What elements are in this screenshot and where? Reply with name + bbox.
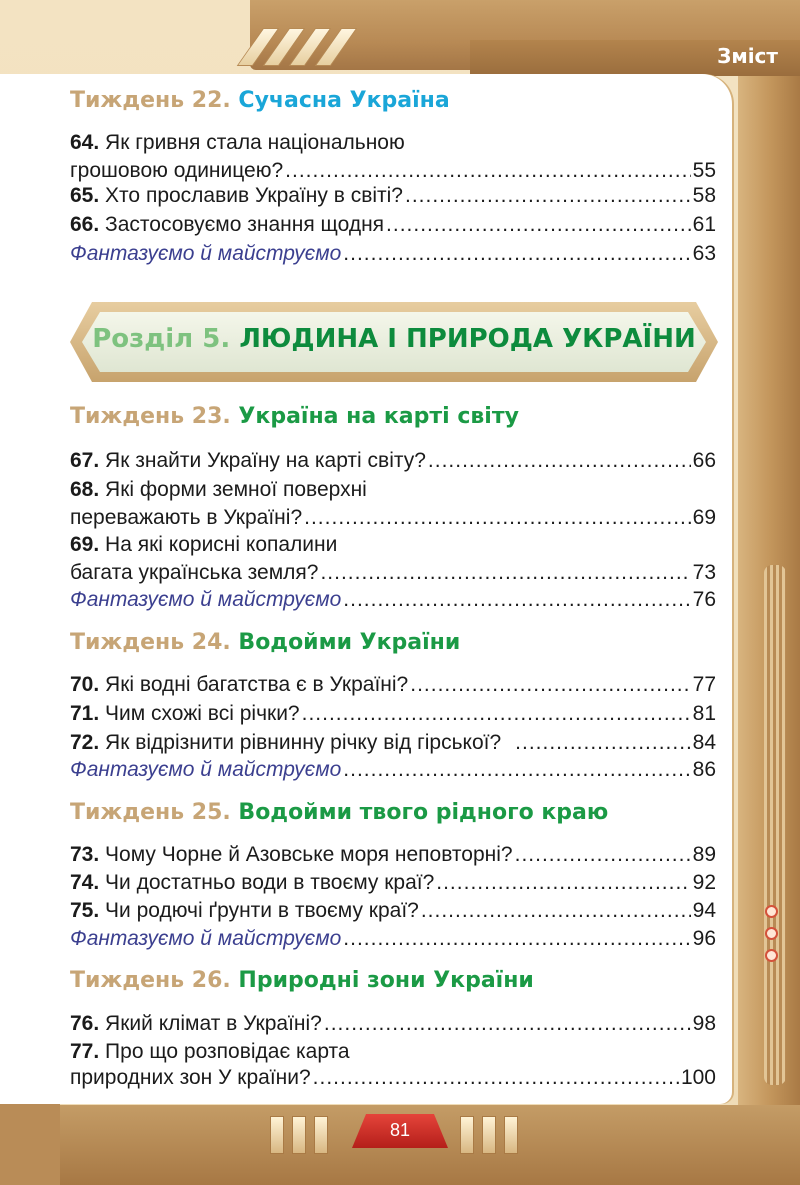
right-rail-ornament — [764, 565, 786, 1085]
entry-text: На які корисні копалини — [105, 533, 338, 556]
entry-number: 76. — [70, 1012, 100, 1035]
leader-dots — [343, 242, 690, 266]
entry-number: 65. — [70, 184, 100, 207]
entry-text: Про що розповідає карта — [105, 1040, 350, 1063]
entry-text: Які водні багатства є в Україні? — [105, 673, 409, 696]
week-label: Тиждень 23. — [70, 404, 231, 429]
entry-page: 100 — [680, 1066, 716, 1089]
entry-number: 70. — [70, 673, 100, 696]
leader-dots — [421, 899, 691, 923]
week-title: Водойми України — [238, 630, 461, 655]
entry-number: 67. — [70, 449, 100, 472]
toc-entry[interactable] — [70, 131, 716, 183]
entry-text: Як гривня стала національною — [105, 131, 405, 154]
toc-entry[interactable] — [70, 213, 716, 237]
week-label: Тиждень 22. — [70, 88, 231, 113]
leader-dots — [320, 561, 690, 585]
entry-text: Чому Чорне й Азовське моря неповторні? — [105, 843, 513, 866]
toc-entry[interactable] — [70, 843, 716, 867]
toc-entry[interactable] — [70, 702, 716, 726]
entry-page: 66 — [692, 449, 716, 472]
week-heading — [70, 800, 608, 825]
entry-page: 73 — [692, 561, 716, 584]
entry-text: Фантазуємо й майструємо — [70, 588, 342, 611]
week-label: Тиждень 25. — [70, 800, 231, 825]
leader-dots — [313, 1066, 679, 1090]
toc-entry[interactable] — [70, 478, 716, 530]
entry-page: 69 — [692, 506, 716, 529]
entry-text: Як відрізнити рівнинну річку від гірської? — [105, 731, 502, 754]
toc-entry[interactable] — [70, 1012, 716, 1036]
entry-page: 77 — [692, 673, 716, 696]
week-heading — [70, 630, 460, 655]
entry-number: 72. — [70, 731, 100, 754]
entry-text: Фантазуємо й майструємо — [70, 758, 342, 781]
toc-entry[interactable] — [70, 871, 716, 895]
toc-entry[interactable] — [70, 673, 716, 697]
entry-text-cont: природних зон У країни? — [70, 1066, 311, 1089]
entry-text: Чи достатньо води в твоєму краї? — [105, 871, 435, 894]
entry-text: Фантазуємо й майструємо — [70, 242, 342, 265]
entry-text: Як знайти Україну на карті світу? — [105, 449, 426, 472]
toc-entry[interactable] — [70, 184, 716, 208]
entry-number: 66. — [70, 213, 100, 236]
entry-page: 76 — [692, 588, 716, 611]
page-title: Зміст — [717, 44, 778, 68]
entry-number: 73. — [70, 843, 100, 866]
entry-page: 96 — [692, 927, 716, 950]
entry-text-cont: грошовою одиницею? — [70, 159, 284, 182]
toc-entry-fantasy[interactable] — [70, 758, 716, 782]
red-dots-ornament — [765, 905, 778, 971]
leader-dots — [428, 449, 691, 473]
entry-page: 92 — [692, 871, 716, 894]
toc-entry[interactable] — [70, 731, 716, 755]
leader-dots — [302, 702, 691, 726]
toc-entry[interactable] — [70, 449, 716, 473]
entry-text-cont: багата українська земля? — [70, 561, 319, 584]
week-title: Природні зони України — [238, 968, 534, 993]
entry-number: 69. — [70, 533, 100, 556]
toc-entry[interactable] — [70, 899, 716, 923]
leader-dots — [343, 927, 690, 951]
toc-entry-fantasy[interactable] — [70, 242, 716, 266]
leader-dots — [515, 843, 691, 867]
entry-text: Хто прославив Україну в світі? — [105, 184, 403, 207]
entry-page: 98 — [692, 1012, 716, 1035]
entry-text: Застосовуємо знання щодня — [105, 213, 385, 236]
leader-dots — [515, 731, 690, 755]
leader-dots — [304, 506, 691, 530]
entry-text: Фантазуємо й майструємо — [70, 927, 342, 950]
week-heading — [70, 968, 534, 993]
entry-text: Чи родючі ґрунти в твоєму краї? — [105, 899, 419, 922]
entry-number: 64. — [70, 131, 100, 154]
week-title: Сучасна Україна — [238, 88, 450, 113]
leader-dots — [324, 1012, 691, 1036]
leader-dots — [285, 159, 690, 183]
leader-dots — [343, 758, 690, 782]
entry-page: 55 — [692, 159, 716, 182]
week-heading — [70, 404, 519, 429]
entry-page: 81 — [692, 702, 716, 725]
entry-number: 71. — [70, 702, 100, 725]
top-stripes-ornament — [240, 28, 360, 64]
week-heading — [70, 88, 450, 113]
entry-number: 68. — [70, 478, 100, 501]
toc-entry-fantasy[interactable] — [70, 927, 716, 951]
page-number: 81 — [389, 1120, 411, 1140]
entry-page: 86 — [692, 758, 716, 781]
entry-number: 74. — [70, 871, 100, 894]
week-label: Тиждень 24. — [70, 630, 231, 655]
entry-page: 61 — [692, 213, 716, 236]
entry-text: Який клімат в Україні? — [105, 1012, 322, 1035]
entry-text: Чим схожі всі річки? — [105, 702, 300, 725]
week-title: Україна на карті світу — [238, 404, 519, 429]
entry-text-cont: переважають в Україні? — [70, 506, 303, 529]
week-label: Тиждень 26. — [70, 968, 231, 993]
toc-entry-fantasy[interactable] — [70, 588, 716, 612]
section-banner — [70, 302, 718, 382]
entry-page: 63 — [692, 242, 716, 265]
toc-entry[interactable] — [70, 533, 716, 585]
leader-dots — [386, 213, 691, 237]
entry-number: 77. — [70, 1040, 100, 1063]
section-label: Розділ 5. — [92, 324, 231, 354]
entry-text: Які форми земної поверхні — [105, 478, 367, 501]
entry-page: 84 — [692, 731, 716, 754]
leader-dots — [436, 871, 690, 895]
leader-dots — [410, 673, 690, 697]
leader-dots — [343, 588, 690, 612]
entry-number: 75. — [70, 899, 100, 922]
toc-entry[interactable] — [70, 1040, 716, 1090]
page-number-badge — [330, 1112, 470, 1152]
entry-page: 94 — [692, 899, 716, 922]
entry-page: 58 — [692, 184, 716, 207]
leader-dots — [405, 184, 691, 208]
entry-page: 89 — [692, 843, 716, 866]
section-title: ЛЮДИНА І ПРИРОДА УКРАЇНИ — [239, 324, 696, 354]
week-title: Водойми твого рідного краю — [238, 800, 609, 825]
